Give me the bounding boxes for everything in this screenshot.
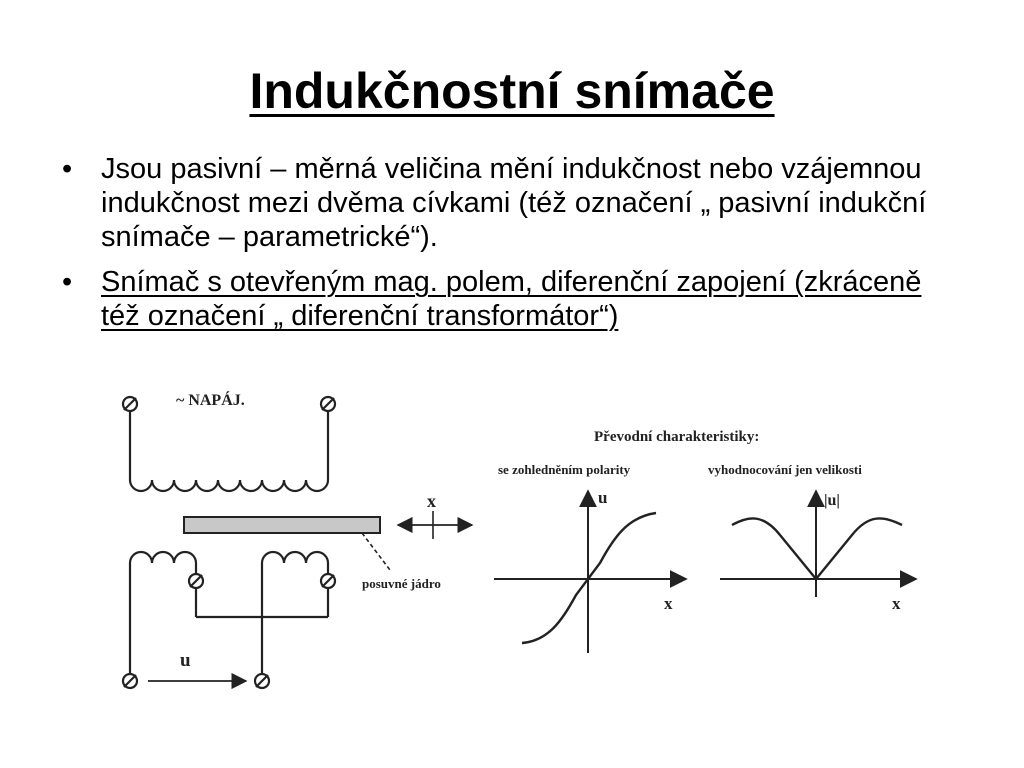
bullet-dot: • xyxy=(62,153,73,185)
output-label: u xyxy=(180,650,191,671)
x-arrow-label: x xyxy=(427,491,436,511)
right-chart-ylabel: |u| xyxy=(824,492,840,509)
movable-core xyxy=(184,517,380,533)
characteristics-title: Převodní charakteristiky: xyxy=(594,429,760,445)
secondary-coil-right xyxy=(262,552,335,673)
transformer-circuit xyxy=(123,397,472,688)
left-chart-subtitle: se zohledněním polarity xyxy=(498,462,631,477)
slide-title: Indukčnostní snímače xyxy=(249,63,775,119)
secondary-coil-left xyxy=(130,552,203,673)
bullet-dot: • xyxy=(62,266,73,298)
chart-magnitude xyxy=(708,462,916,613)
bullet-item xyxy=(62,152,962,254)
left-chart-xlabel: x xyxy=(664,594,673,613)
supply-label: ~ NAPÁJ. xyxy=(176,392,245,409)
core-pointer-line xyxy=(362,533,390,570)
chart-polarity xyxy=(494,462,686,653)
core-label: posuvné jádro xyxy=(362,576,441,591)
primary-coil xyxy=(123,397,335,491)
bullet-list xyxy=(62,152,962,344)
bullet-text: Jsou pasivní – měrná veličina mění indukčnost nebo vzájemnou indukčnost mezi dvěma cívkami (též označení „ pasivní indukční snímače – parametrické“). xyxy=(101,153,927,253)
diagram-figure xyxy=(100,375,930,705)
right-chart-xlabel: x xyxy=(892,594,901,613)
bullet-item xyxy=(62,265,962,333)
primary-winding xyxy=(130,480,328,491)
left-chart-ylabel: u xyxy=(598,488,608,507)
right-chart-subtitle: vyhodnocování jen velikosti xyxy=(708,462,862,477)
bullet-text-underlined: Snímač s otevřeným mag. polem, diferenční zapojení (zkráceně též označení „ diferenční transformátor“) xyxy=(101,266,922,332)
